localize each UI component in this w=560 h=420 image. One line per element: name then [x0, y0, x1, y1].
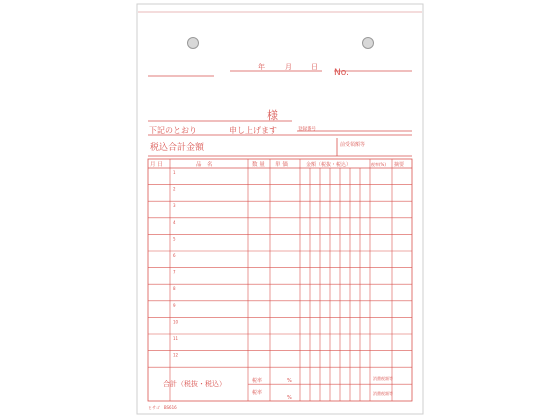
total-label: 合計（税抜・税込）: [163, 380, 226, 388]
paper-sheet: [137, 4, 423, 414]
binding-hole-left-icon: [188, 38, 199, 49]
tax-total-label: 税込合計金額: [150, 143, 205, 153]
tax-rate-label-1: 税率: [252, 378, 263, 384]
percent-2: %: [287, 395, 292, 401]
col-amount-header: 金額（税抜・税込）: [306, 162, 352, 168]
row-number: 5: [173, 236, 176, 242]
tax-amount-label-1: 消費税額等: [373, 376, 393, 381]
honorific-sama: 様: [267, 109, 278, 122]
month-label: 月: [285, 63, 292, 71]
number-label: No.: [334, 68, 349, 78]
row-number: 8: [173, 286, 176, 292]
previous-balance-label: 前受領額等: [340, 142, 366, 148]
binding-hole-right-icon: [363, 38, 374, 49]
row-number: 9: [173, 302, 176, 308]
row-number: 10: [173, 319, 179, 325]
row-number: 3: [173, 203, 176, 209]
col-tax-rate-header: 税率(%): [371, 162, 386, 167]
col-date-header: 月 日: [150, 162, 163, 168]
tax-rate-label-2: 税率: [252, 390, 263, 396]
row-number: 6: [173, 253, 176, 258]
col-notes-header: 摘要: [394, 162, 405, 168]
maker-code: ヒサゴ BS616: [148, 405, 177, 410]
row-number: 1: [173, 170, 176, 175]
row-number: 7: [173, 269, 176, 275]
row-number: 2: [173, 186, 176, 192]
col-unit-price-header: 単 価: [275, 162, 288, 168]
intro-right: 申し上げます: [229, 126, 277, 135]
day-label: 日: [311, 63, 318, 71]
row-number: 4: [173, 219, 176, 225]
percent-1: %: [287, 378, 292, 384]
tax-amount-label-2: 消費税額等: [373, 391, 393, 396]
registration-number-label: 登録番号: [298, 127, 316, 132]
year-label: 年: [258, 63, 265, 71]
intro-left: 下記のとおり: [149, 126, 197, 135]
row-number: 12: [173, 352, 179, 358]
row-number: 11: [173, 336, 179, 341]
col-qty-header: 数 量: [252, 162, 265, 168]
col-item-header: 品 名: [196, 162, 213, 168]
